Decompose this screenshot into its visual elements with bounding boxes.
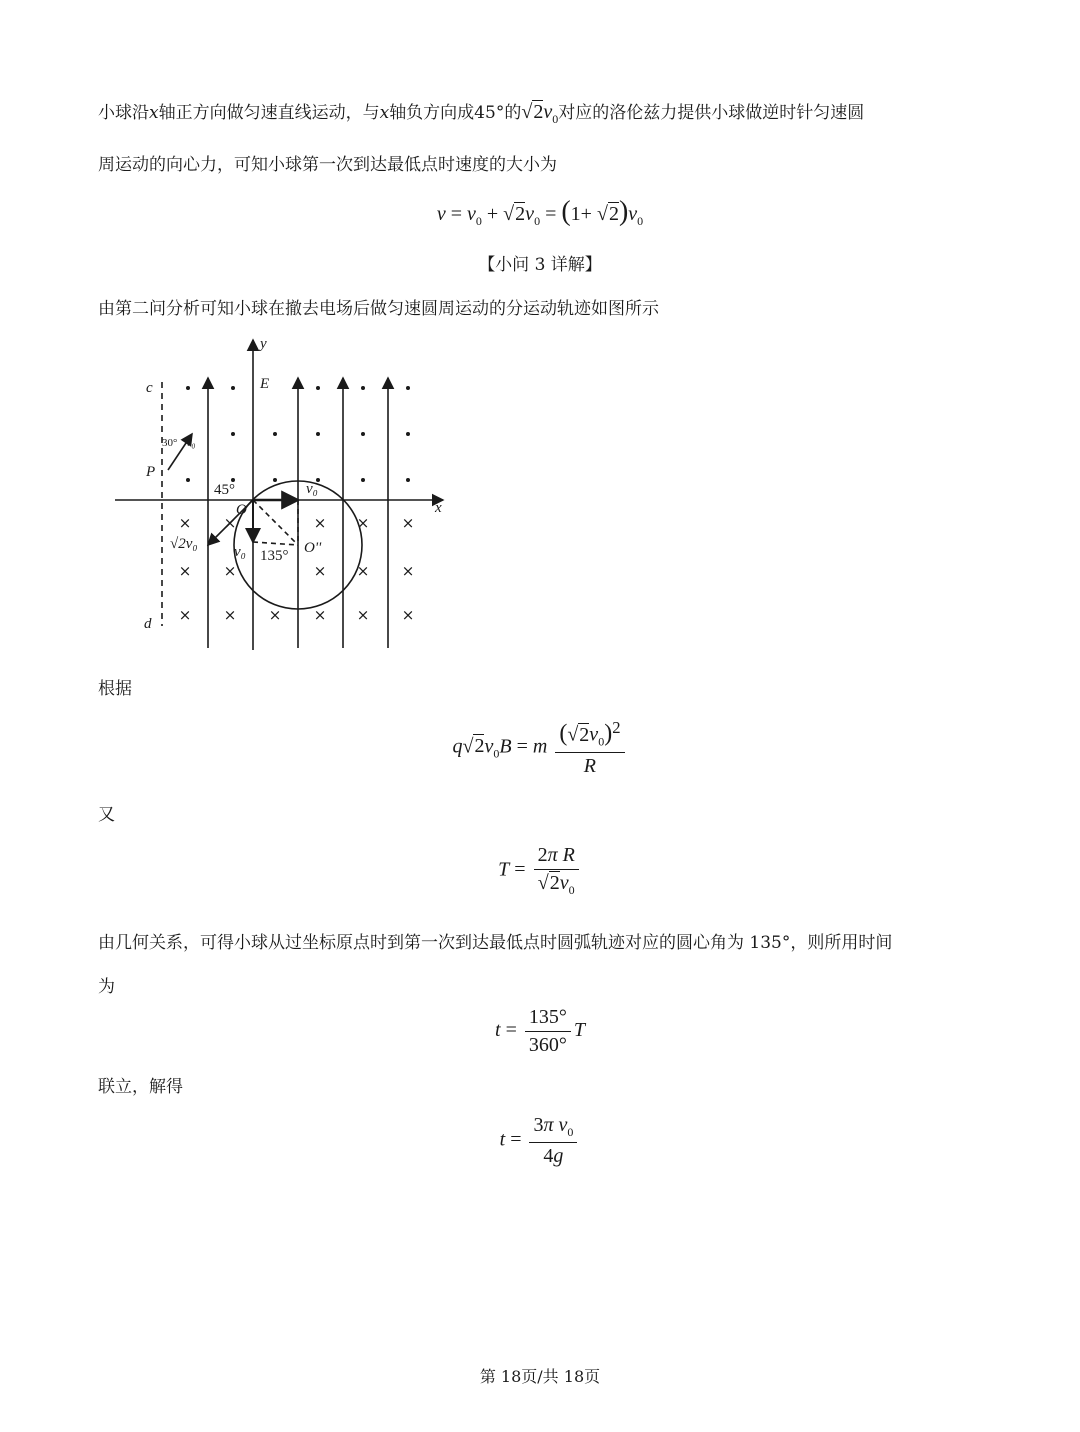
svg-text:×: × [223, 562, 237, 580]
page-footer: 第 18页/共 18页 [479, 1367, 601, 1386]
label-v0-p: v₀ [186, 435, 196, 449]
inline-sqrt2v0: $√2v_0$ [521, 101, 559, 126]
label-d: d [144, 616, 152, 632]
text-segment: 轴正方向做匀速直线运动，与 [158, 103, 380, 123]
svg-text:×: × [356, 562, 370, 580]
svg-text:×: × [356, 606, 370, 624]
section-heading: 【小问 3 详解】 [478, 255, 602, 275]
svg-text:×: × [313, 606, 327, 624]
svg-text:×: × [401, 514, 415, 532]
physics-diagram [110, 330, 460, 660]
label-45: 45° [214, 482, 235, 498]
label-you: 又 [98, 805, 115, 825]
equation-v: $v = v_0 + √2v_0 = (1+ √2)v_0$ [436, 196, 644, 228]
label-E: E [260, 376, 270, 392]
label-sqrt2v0: √2v₀ [170, 536, 198, 552]
text-segment: 轴负方向成45°的 [389, 103, 522, 123]
label-y: y [260, 336, 267, 352]
label-c: c [146, 380, 153, 396]
svg-text:×: × [178, 606, 192, 624]
svg-text:×: × [401, 606, 415, 624]
svg-text:×: × [178, 514, 192, 532]
var-x: x [379, 103, 390, 123]
text-segment: 小球沿 [98, 103, 149, 123]
paragraph-3-line-1: 由几何关系，可得小球从过坐标原点时到第一次到达最低点时圆弧轨迹对应的圆心角为 135°，则所用时间 [98, 933, 893, 953]
svg-text:×: × [223, 606, 237, 624]
equation-lorentz: $q√2v_0B = m$ $\frac{(√2v_0)^2}{R}$ [0, 718, 1080, 778]
svg-text:×: × [356, 514, 370, 532]
label-lianli: 联立，解得 [98, 1077, 183, 1097]
paragraph-1-line-1 [98, 98, 864, 127]
paragraph-1-line-2: 周运动的向心力，可知小球第一次到达最低点时速度的大小为 [98, 155, 557, 175]
label-30: 30° [162, 437, 178, 449]
equation-time: t = $\frac{135^\circ}{360^\circ}$ T [495, 1006, 585, 1056]
var-x: x [149, 103, 159, 123]
label-origin: O [236, 502, 247, 518]
svg-text:×: × [178, 562, 192, 580]
label-135: 135° [260, 548, 289, 564]
paragraph-3-line-2: 为 [98, 977, 115, 997]
equation-result: t = $\frac{3\pi v_0}{4g}$ [0, 1114, 1080, 1168]
label-genju: 根据 [98, 679, 132, 699]
svg-text:×: × [268, 606, 282, 624]
text-segment: 对应的洛伦兹力提供小球做逆时针匀速圆 [558, 103, 865, 123]
svg-text:×: × [223, 514, 237, 532]
label-center: O'' [304, 540, 322, 556]
label-x: x [435, 500, 442, 516]
paragraph-2: 由第二问分析可知小球在撤去电场后做匀速圆周运动的分运动轨迹如图所示 [98, 299, 659, 319]
label-v0-down: v₀ [234, 544, 246, 560]
equation-period: T = $\frac{\text{2π R}}{√2v_0}$ [0, 844, 1080, 898]
svg-text:×: × [401, 562, 415, 580]
svg-text:×: × [313, 562, 327, 580]
label-P: P [146, 464, 156, 480]
svg-text:×: × [313, 514, 327, 532]
label-v0-x: v₀ [306, 481, 318, 497]
